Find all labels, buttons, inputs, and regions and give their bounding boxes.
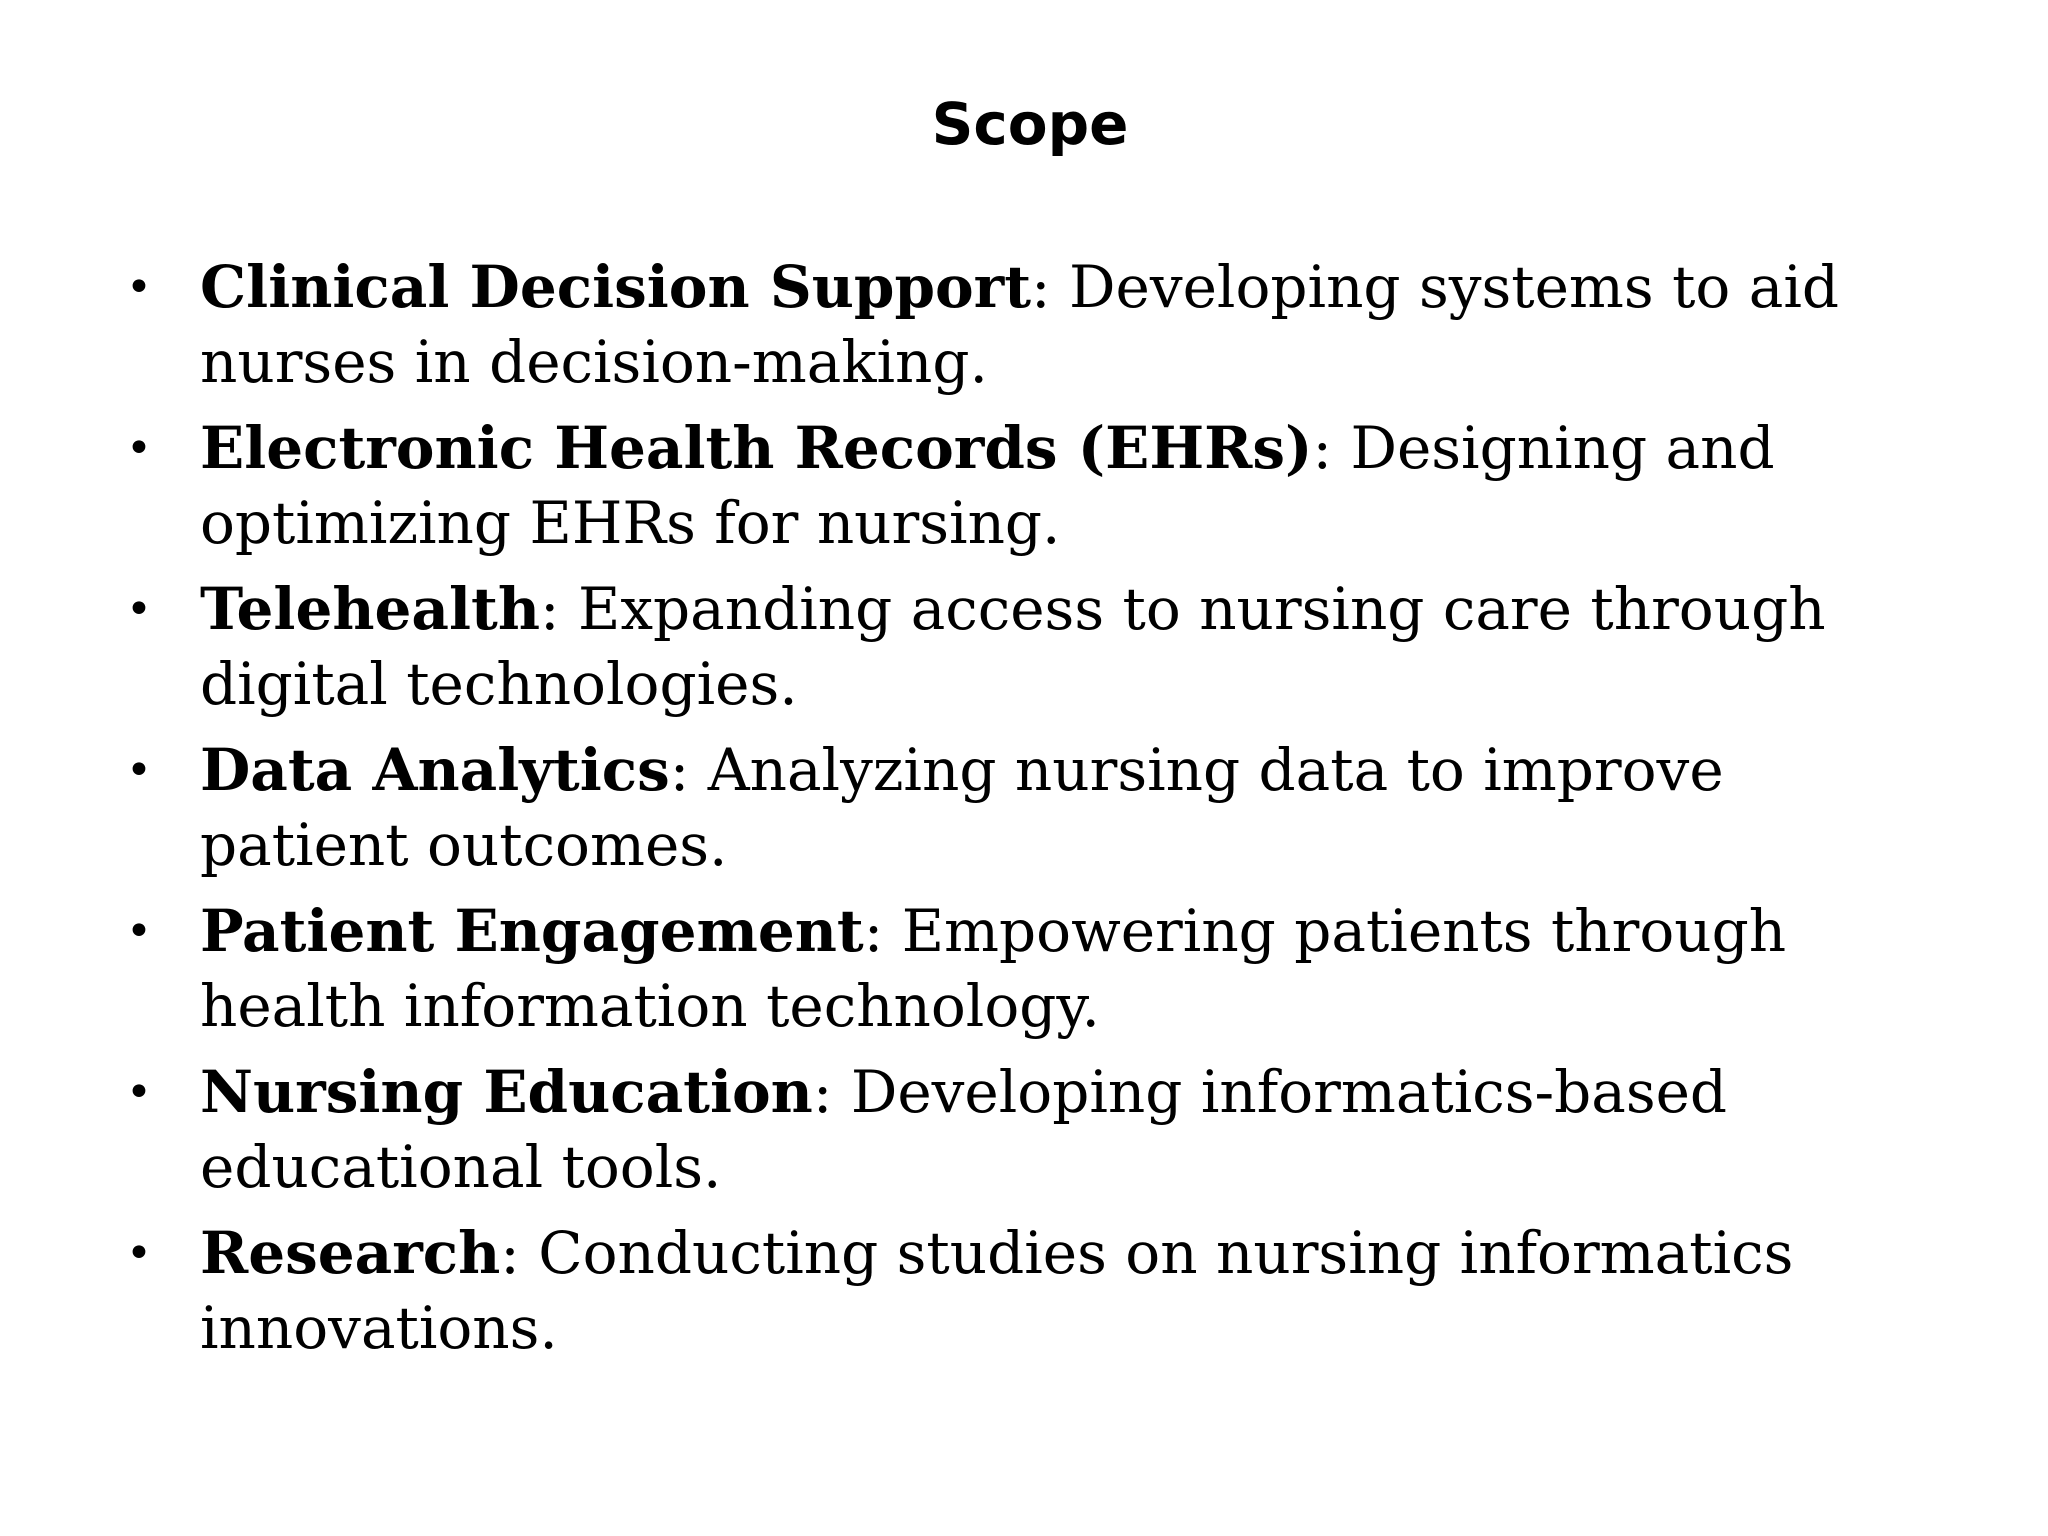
list-item [120, 250, 1880, 400]
list-item [120, 411, 1880, 561]
item-separator: : [812, 1058, 833, 1126]
item-separator: : [1031, 253, 1051, 321]
item-separator: : [1312, 414, 1333, 482]
list-item [120, 572, 1880, 722]
item-separator: : [540, 575, 560, 643]
list-item [120, 1055, 1880, 1205]
item-description: Designing and optimizing EHRs for nursing. [200, 414, 1775, 557]
item-separator: : [669, 736, 690, 804]
item-description: Expanding access to nursing care through digital technologies. [200, 575, 1826, 718]
item-description: Analyzing nursing data to improve patient outcomes. [200, 736, 1724, 879]
bullet-icon: • [126, 745, 152, 796]
list-item [120, 894, 1880, 1044]
item-term: Clinical Decision Support [200, 253, 1032, 321]
item-description: Developing systems to aid nurses in decision-making. [200, 253, 1840, 396]
item-term: Patient Engagement [200, 897, 864, 965]
slide-title: Scope [931, 90, 1129, 158]
list-item [120, 733, 1880, 883]
list-item [120, 1216, 1880, 1366]
bullet-icon: • [126, 1067, 152, 1118]
item-separator: : [500, 1219, 520, 1287]
bullet-icon: • [126, 584, 152, 635]
bullet-icon: • [126, 906, 152, 957]
item-term: Data Analytics [200, 736, 670, 804]
item-separator: : [863, 897, 884, 965]
item-term: Research [200, 1219, 501, 1287]
item-term: Nursing Education [200, 1058, 813, 1126]
item-description: Empowering patients through health information technology. [200, 897, 1787, 1040]
item-term: Telehealth [200, 575, 540, 643]
bullet-icon: • [126, 423, 152, 474]
bullet-icon: • [126, 1228, 152, 1279]
item-description: Conducting studies on nursing informatics innovations. [200, 1219, 1794, 1362]
bullet-list [120, 250, 1880, 1377]
item-term: Electronic Health Records (EHRs) [200, 414, 1313, 482]
bullet-icon: • [126, 262, 152, 313]
item-description: Developing informatics-based educational tools. [200, 1058, 1728, 1201]
